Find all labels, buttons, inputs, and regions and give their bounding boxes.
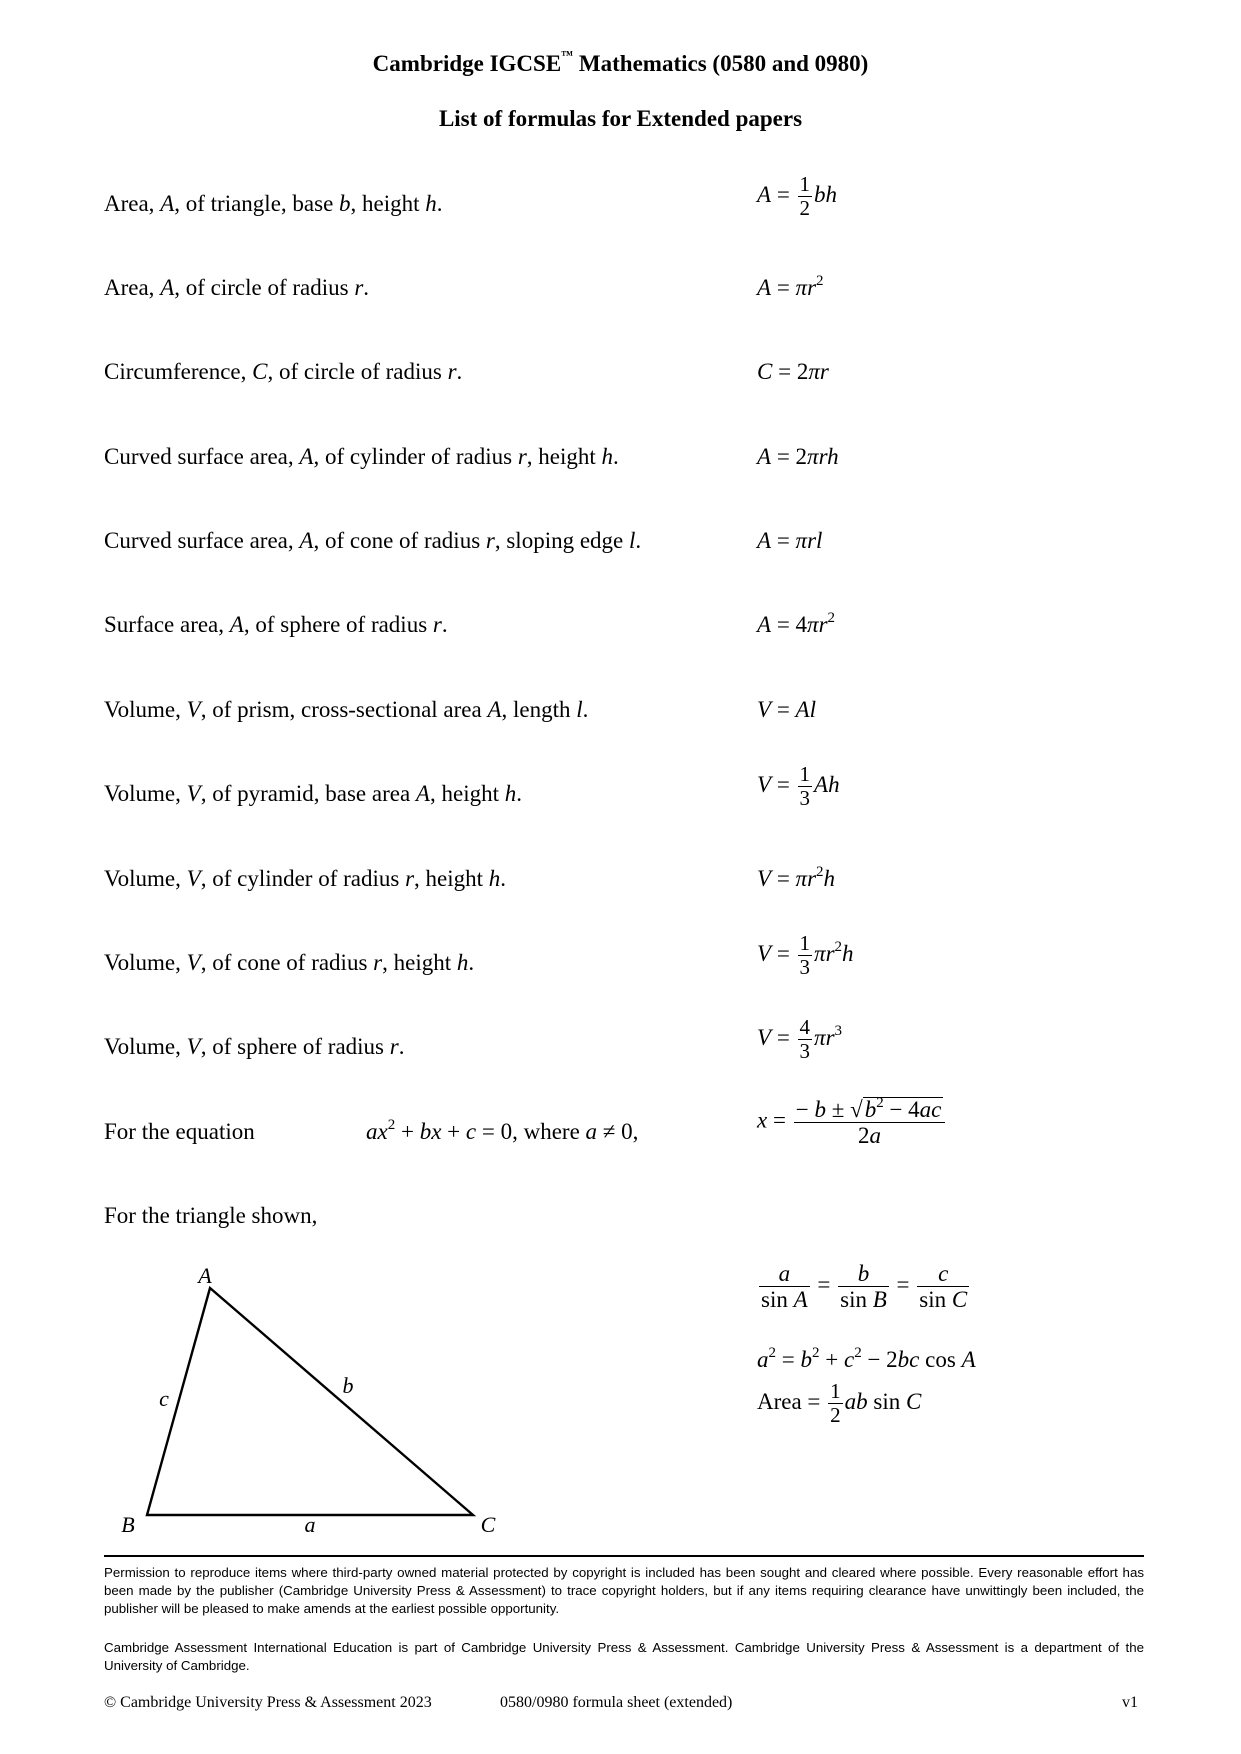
formula-desc-triangle-area: Area, A, of triangle, base b, height h.: [104, 191, 443, 216]
formula-pyramid-volume: V = $\frac{1}{3}$ Ah: [757, 762, 840, 810]
copyright: © Cambridge University Press & Assessment 2023: [104, 1694, 432, 1711]
formula-desc-circumference: Circumference, C, of circle of radius r.: [104, 359, 463, 384]
formula-desc-pyramid-volume: Volume, V, of pyramid, base area A, height h.: [104, 781, 522, 806]
formula-desc-cone-volume: Volume, V, of cone of radius r, height h.: [104, 950, 475, 975]
side-label-b: b: [342, 1373, 354, 1398]
formula-desc-sphere-surface: Surface area, A, of sphere of radius r.: [104, 612, 448, 637]
page-title: Cambridge IGCSE™ Mathematics (0580 and 0980): [372, 48, 869, 76]
formula-sphere-volume: V = $\frac{4}{3}$ $\pi r^3$: [757, 1015, 843, 1063]
footer-divider: [104, 1555, 1144, 1557]
cosine-rule: $a^2 = b^2 + c^2 - 2bc$ cos A: [757, 1345, 976, 1372]
permission-notice: Permission to reproduce items where third-party owned material protected by copyright is included has been sought and cleared where possible. Every reasonable effort has been made by the publisher (Cambridge University Press & Assessment) to trace copyright holders, but if any items requiring clearance have unwittingly been included, the publisher will be pleased to make amends at the earliest possible opportunity.: [104, 1565, 1144, 1616]
triangle-diagram: [110, 1255, 510, 1555]
about-notice: Cambridge Assessment International Education is part of Cambridge University Press & Assessment. Cambridge University Press & Assessment is a department of the University of Cambridge.: [104, 1640, 1144, 1673]
formula-desc-cone-surface: Curved surface area, A, of cone of radius r, sloping edge l.: [104, 528, 642, 553]
formula-desc-cylinder-surface: Curved surface area, A, of cylinder of radius r, height h.: [104, 444, 619, 469]
formula-triangle-area: A = $\frac{1}{2}$ bh: [757, 172, 838, 220]
formula-cylinder-volume: $V = \pi r^2h$: [757, 864, 836, 891]
formula-circumference: C = 2πr: [757, 359, 829, 384]
formula-cylinder-surface: A = 2πrh: [757, 444, 839, 469]
side-label-c: c: [159, 1386, 169, 1411]
formula-desc-circle-area: Area, A, of circle of radius r.: [104, 275, 370, 300]
vertex-label-a: A: [198, 1263, 212, 1288]
formula-desc-cylinder-volume: Volume, V, of cylinder of radius r, height h.: [104, 866, 507, 891]
formula-circle-area: $A = \pi r^2$: [757, 273, 824, 300]
triangle-shape: [147, 1288, 473, 1515]
vertex-label-c: C: [480, 1512, 496, 1537]
formula-sphere-surface: $A = 4\pi r^2$: [757, 610, 836, 637]
sine-rule: $\frac{a}{\text{sin A}}$ = $\frac{b}{\text{sin B}}$ = $\frac{c}{\text{sin C}}$: [761, 1261, 968, 1312]
formula-prism-volume: V = Al: [757, 697, 816, 722]
quadratic-label: For the equation: [104, 1119, 255, 1144]
formula-cone-volume: V = $\frac{1}{3}$ $\pi r^2h$: [757, 931, 854, 979]
formula-desc-prism-volume: Volume, V, of prism, cross-sectional area A, length l.: [104, 697, 589, 722]
quadratic-equation: $ax^2$ + bx + c = 0, where a ≠ 0,: [366, 1117, 639, 1144]
formula-cone-surface: A = πrl: [757, 528, 823, 553]
quadratic-formula: x = $\frac{- b \pm √b^2 - 4ac}{2a}$: [757, 1097, 947, 1147]
side-label-a: a: [304, 1512, 316, 1537]
page-subtitle: List of formulas for Extended papers: [438, 106, 803, 131]
version: v1: [1122, 1694, 1138, 1711]
vertex-label-b: B: [121, 1512, 135, 1537]
formula-desc-sphere-volume: Volume, V, of sphere of radius r.: [104, 1034, 405, 1059]
triangle-area-rule: Area = $\frac{1}{2}$ ab sin C: [757, 1379, 922, 1427]
sheet-code: 0580/0980 formula sheet (extended): [500, 1694, 733, 1711]
triangle-label: For the triangle shown,: [104, 1203, 318, 1228]
